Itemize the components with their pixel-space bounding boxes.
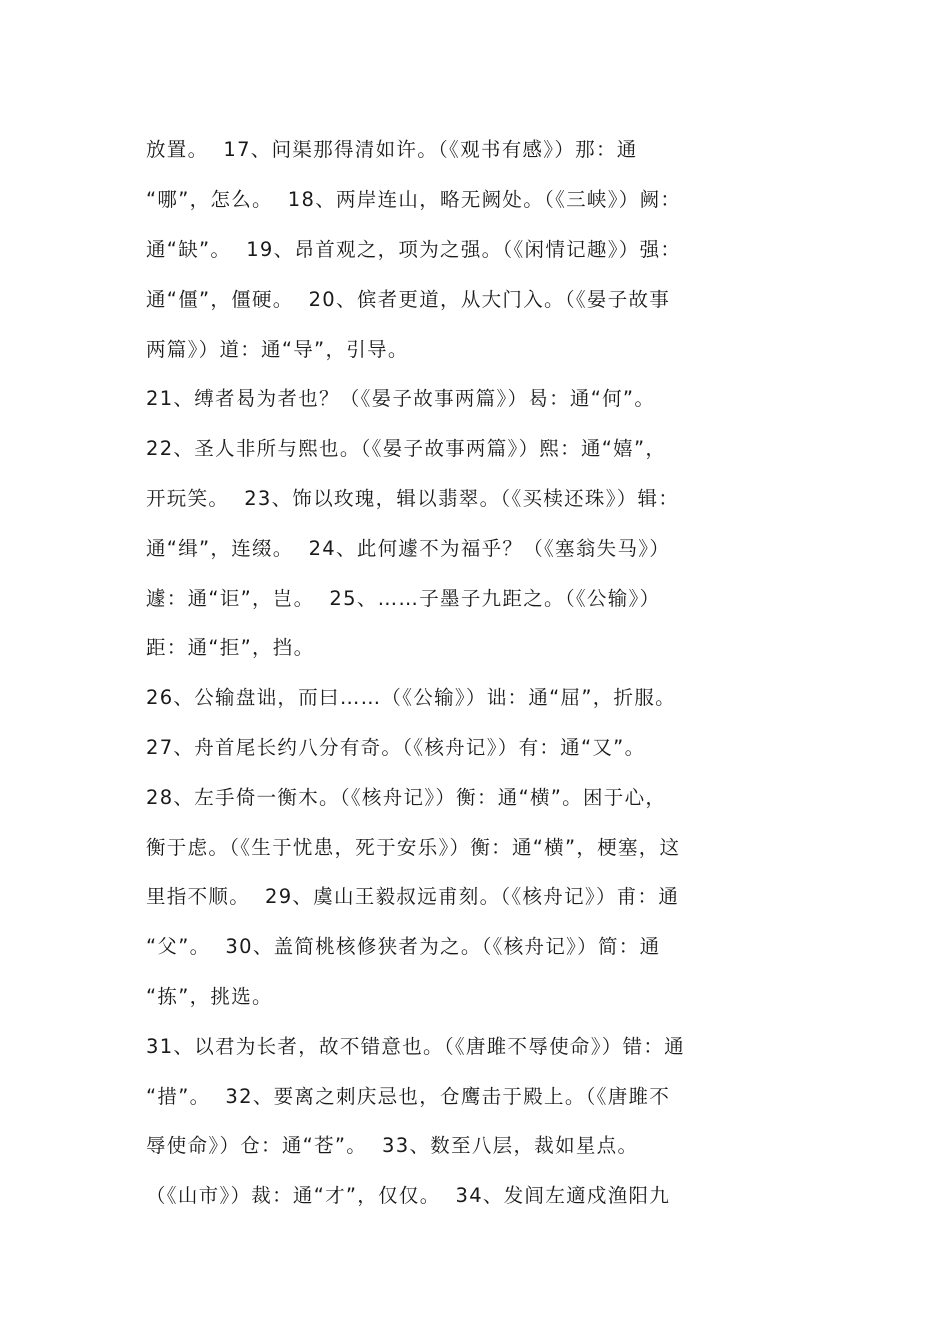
text-line: “拣”，挑选。 [146, 985, 273, 1008]
text-line: “父”。 30、盖简桃核修狭者为之。（《核舟记》）简：通 [146, 935, 661, 958]
text-line: 辱使命》）仓：通“苍”。 33、数至八层，裁如星点。 [146, 1134, 639, 1157]
text-line: 衡于虑。（《生于忧患，死于安乐》）衡：通“横”，梗塞，这 [146, 836, 681, 859]
text-line: 21、缚者曷为者也？（《晏子故事两篇》）曷：通“何”。 [146, 387, 656, 410]
text-line: “措”。 32、要离之刺庆忌也，仓鹰击于殿上。（《唐雎不 [146, 1085, 671, 1108]
text-line: 两篇》）道：通“导”，引导。 [146, 338, 409, 361]
text-line: 距：通“拒”，挡。 [146, 636, 315, 659]
text-line: 遽：通“讵”，岂。 25、……子墨子九距之。（《公输》） [146, 587, 661, 610]
text-line: “哪”，怎么。 18、两岸连山，略无阙处。（《三峡》）阙： [146, 188, 682, 211]
text-line: 里指不顺。 29、虞山王毅叔远甫刻。（《核舟记》）甫：通 [146, 885, 680, 908]
text-line: 28、左手倚一衡木。（《核舟记》）衡：通“横”。困于心， [146, 786, 667, 809]
text-line: 27、舟首尾长约八分有奇。（《核舟记》）有：通“又”。 [146, 736, 646, 759]
text-line: 通“缉”，连缀。 24、此何遽不为福乎？（《塞翁失马》） [146, 537, 671, 560]
text-line: （《山市》）裁：通“才”，仅仅。 34、发闾左適戍渔阳九 [146, 1184, 671, 1207]
text-line: 通“缺”。 19、昂首观之，项为之强。（《闲情记趣》）强： [146, 238, 682, 261]
text-line: 通“僵”，僵硬。 20、傧者更道，从大门入。（《晏子故事 [146, 288, 671, 311]
text-line: 31、以君为长者，故不错意也。（《唐雎不辱使命》）错：通 [146, 1035, 685, 1058]
text-line: 放置。 17、问渠那得清如许。（《观书有感》）那：通 [146, 138, 638, 161]
text-line: 22、圣人非所与熙也。（《晏子故事两篇》）熙：通“嬉”， [146, 437, 667, 460]
text-line: 26、公输盘诎，而曰……（《公输》）诎：通“屈”，折服。 [146, 686, 676, 709]
text-line: 开玩笑。 23、饰以玫瑰，辑以翡翠。（《买椟还珠》）辑： [146, 487, 680, 510]
